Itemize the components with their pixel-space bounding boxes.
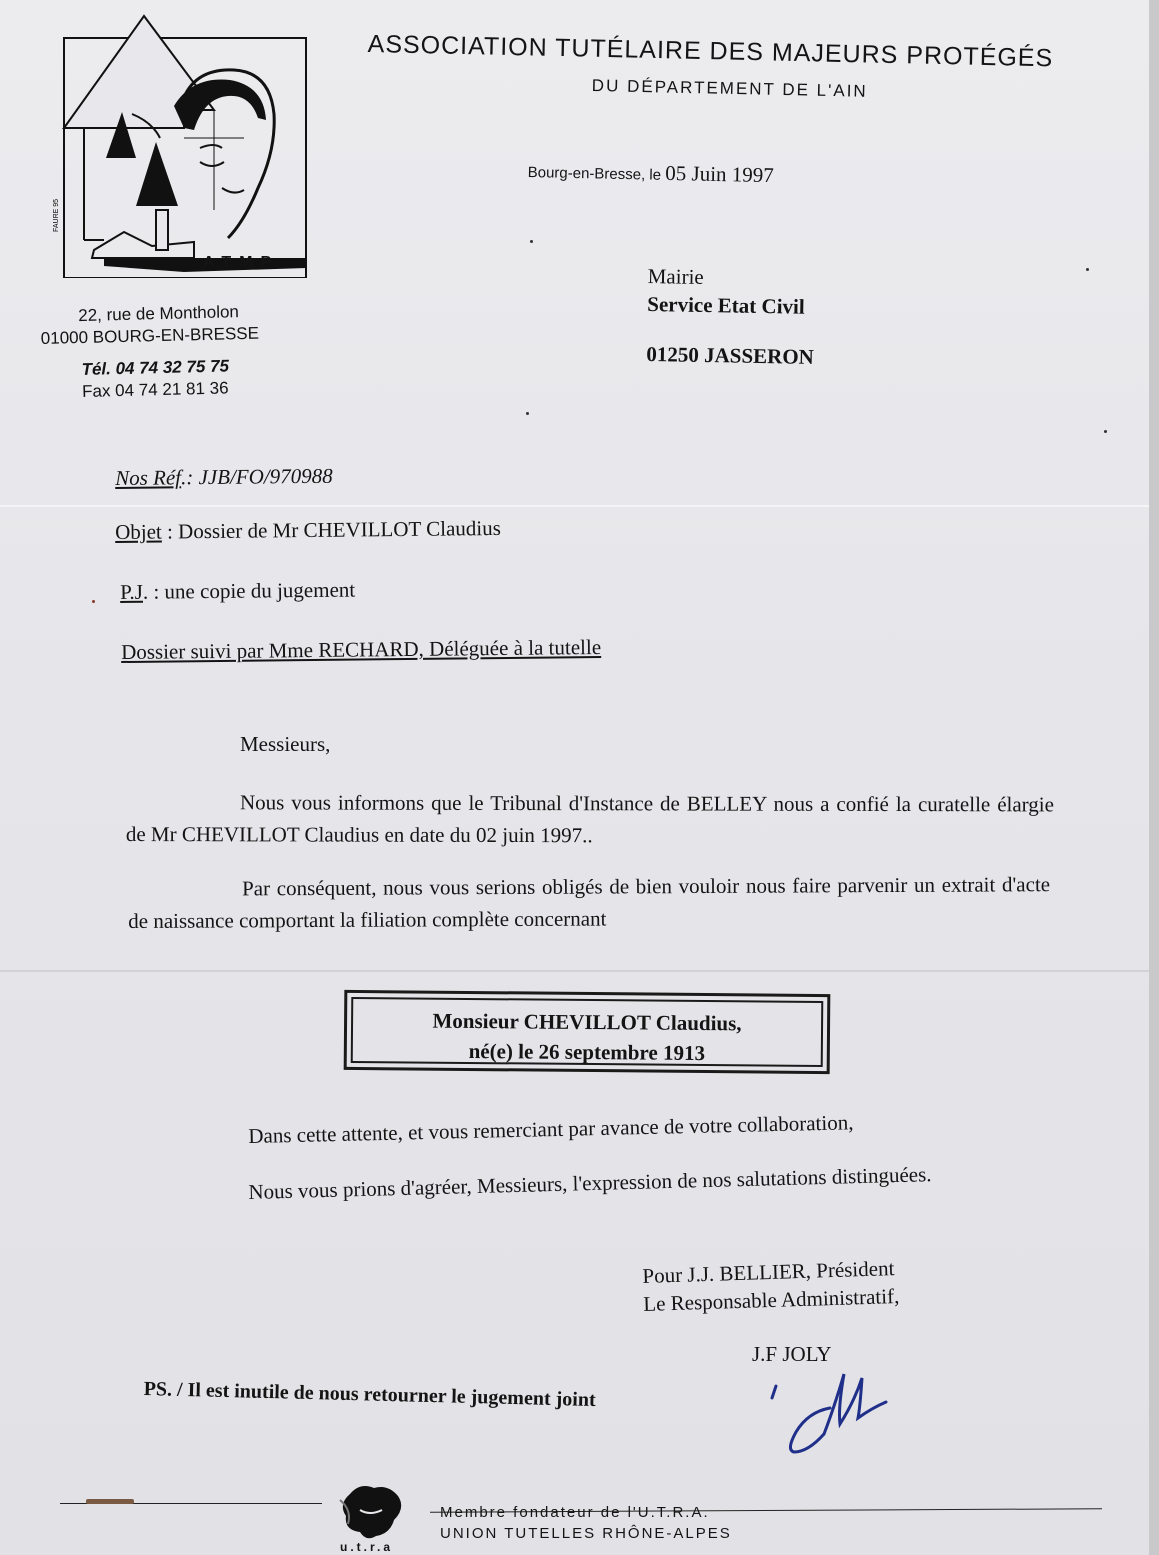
- utra-logo-text: u.t.r.a: [340, 1540, 394, 1554]
- attachment-label: P.J: [120, 579, 144, 604]
- ink-speck: [1104, 430, 1107, 433]
- attachment-value: . : une copie du jugement: [142, 577, 356, 604]
- sender-phone: Tél. 04 74 32 75 75: [81, 356, 230, 380]
- letter-date: 05 Juin 1997: [665, 160, 775, 188]
- atmp-logo: [44, 10, 314, 278]
- place-label: Bourg-en-Bresse, le: [527, 163, 662, 184]
- reference-value: .: JJB/FO/970988: [180, 463, 333, 490]
- person-name: Monsieur CHEVILLOT Claudius,: [432, 1008, 742, 1036]
- paper-stain: [86, 1499, 134, 1504]
- recipient-line1: Mairie: [647, 263, 704, 289]
- greeting: Messieurs,: [240, 732, 331, 756]
- closing-line-1: Dans cette attente, et vous remerciant par avance de votre collaboration,: [248, 1110, 854, 1148]
- sender-address: [40, 301, 261, 404]
- paragraph-1: [126, 786, 1054, 852]
- person-box: [344, 990, 831, 1074]
- reference-label: Nos Réf: [115, 465, 182, 490]
- handwritten-signature: [768, 1368, 898, 1464]
- signatory-line2: Le Responsable Administratif,: [642, 1283, 900, 1316]
- signatory-line1: Pour J.J. BELLIER, Président: [642, 1256, 895, 1288]
- footer-member-line: Membre fondateur de l'U.T.R.A.: [440, 1504, 710, 1521]
- signatory-block: [642, 1254, 900, 1318]
- organization-name: ASSOCIATION TUTÉLAIRE DES MAJEURS PROTÉGÉS: [367, 30, 1054, 73]
- attachment-line: [120, 578, 355, 605]
- subject-line: [115, 516, 501, 545]
- organization-subtitle: DU DÉPARTEMENT DE L'AIN: [591, 76, 868, 101]
- utra-logo: [330, 1480, 410, 1544]
- page-edge: [1149, 0, 1159, 1555]
- person-birth: né(e) le 26 septembre 1913: [468, 1038, 706, 1066]
- paper-fold: [0, 970, 1159, 972]
- recipient-city: 01250 JASSERON: [646, 341, 815, 369]
- sender-city: 01000 BOURG-EN-BRESSE: [40, 323, 260, 348]
- ink-speck: [530, 240, 533, 243]
- paper-fold: [0, 505, 1159, 507]
- closing-line-2: Nous vous prions d'agréer, Messieurs, l'expression de nos salutations distinguées.: [248, 1162, 932, 1204]
- sender-street: 22, rue de Montholon: [78, 302, 240, 326]
- logo-text: ATMP: [203, 254, 280, 271]
- signatory-name: J.F JOLY: [752, 1342, 832, 1366]
- place-and-date: [527, 158, 774, 188]
- subject-label: Objet: [115, 519, 162, 544]
- postscript: PS. / Il est inutile de nous retourner le jugement joint: [143, 1378, 596, 1412]
- paragraph-2: [128, 868, 1050, 937]
- subject-value: : Dossier de Mr CHEVILLOT Claudius: [161, 515, 501, 544]
- recipient-address: [646, 262, 815, 371]
- paragraph-1-text: Nous vous informons que le Tribunal d'Instance de BELLEY nous a confié la curatelle élargie de Mr CHEVILLOT Claudius en date du 02 juin 1997..: [125, 790, 1054, 848]
- paragraph-2-text: Par conséquent, nous vous serions obligés de bien vouloir nous faire parvenir un extrait d'acte de naissance comportant la filiation complète concernant: [128, 872, 1051, 933]
- person-box-inner: [351, 997, 824, 1067]
- case-handler-line: Dossier suivi par Mme RECHARD, Déléguée à la tutelle: [121, 634, 602, 664]
- sender-fax: Fax 04 74 21 81 36: [81, 378, 229, 401]
- ink-speck: [92, 600, 95, 603]
- recipient-line2: Service Etat Civil: [647, 291, 805, 319]
- ink-speck: [526, 412, 529, 415]
- footer-union-line: UNION TUTELLES RHÔNE-ALPES: [440, 1525, 732, 1542]
- reference-line: [115, 464, 333, 491]
- svg-text:FAURE 95: FAURE 95: [53, 198, 60, 232]
- ink-speck: [1086, 268, 1089, 271]
